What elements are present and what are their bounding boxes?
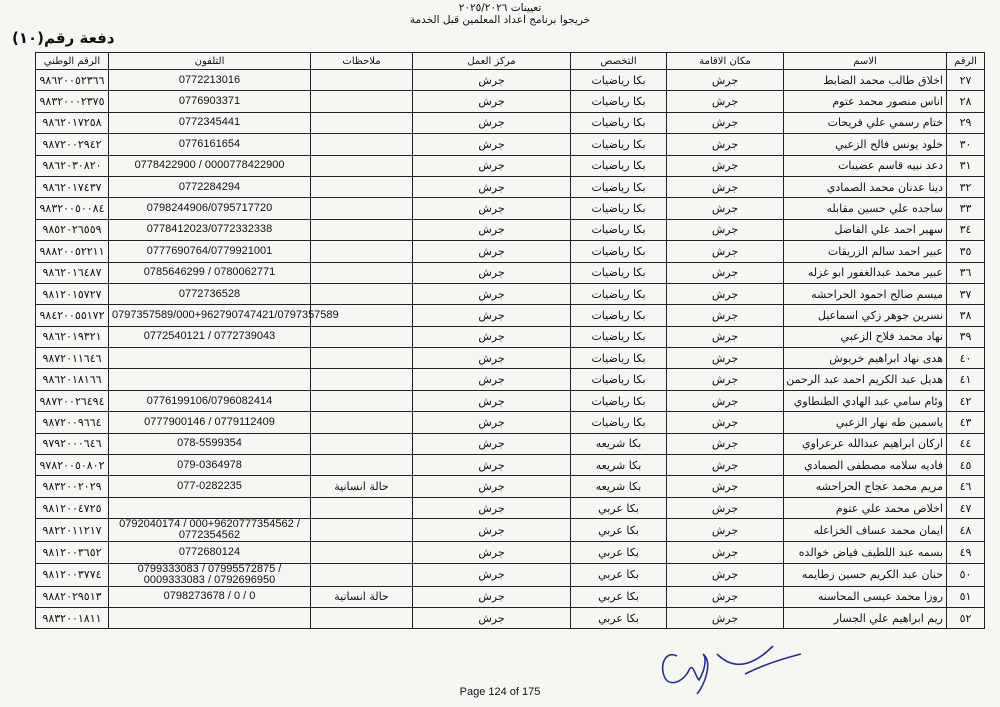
cell-specialty: بكا عربي: [571, 607, 667, 628]
cell-workplace: جرش: [413, 305, 571, 326]
cell-national-id: ٩٧٩٢٠٠٠٦٤٦: [36, 433, 109, 454]
cell-notes: [311, 262, 413, 283]
cell-workplace: جرش: [413, 176, 571, 197]
cell-workplace: جرش: [413, 586, 571, 607]
cell-workplace: جرش: [413, 390, 571, 411]
cell-notes: [311, 412, 413, 433]
cell-national-id: ٩٨١٢٠٠٣٦٥٢: [36, 542, 109, 563]
cell-workplace: جرش: [413, 70, 571, 91]
cell-num: ٣٦: [947, 262, 985, 283]
cell-specialty: بكا رياضيات: [571, 262, 667, 283]
cell-residence: جرش: [667, 241, 784, 262]
cell-notes: [311, 219, 413, 240]
table-row: [36, 305, 985, 326]
cell-name: هدى نهاد ابراهيم خريوش: [784, 348, 947, 369]
cell-residence: جرش: [667, 283, 784, 304]
cell-workplace: جرش: [413, 519, 571, 542]
cell-residence: جرش: [667, 70, 784, 91]
cell-workplace: جرش: [413, 241, 571, 262]
cell-name: بسمه عبد اللطيف فياض خوالده: [784, 542, 947, 563]
cell-residence: جرش: [667, 198, 784, 219]
cell-residence: جرش: [667, 542, 784, 563]
cell-notes: [311, 283, 413, 304]
cell-specialty: بكا رياضيات: [571, 241, 667, 262]
cell-phone: 0772680124: [109, 542, 311, 563]
cell-num: ٣٨: [947, 305, 985, 326]
cell-national-id: ٩٨٦٢٠١٨١٦٦: [36, 369, 109, 390]
cell-residence: جرش: [667, 91, 784, 112]
cell-phone: 0772213016: [109, 70, 311, 91]
cell-phone: 0776161654: [109, 134, 311, 155]
cell-workplace: جرش: [413, 262, 571, 283]
cell-name: عبير محمد عبدالغفور ابو غزله: [784, 262, 947, 283]
col-header-num: الرقم: [947, 53, 985, 70]
table-header-row: [36, 53, 985, 70]
cell-workplace: جرش: [413, 134, 571, 155]
col-header-notes: ملاحظات: [311, 53, 413, 70]
cell-notes: [311, 607, 413, 628]
cell-residence: جرش: [667, 412, 784, 433]
cell-name: اركان ابراهيم عبدالله عرعراوي: [784, 433, 947, 454]
cell-workplace: جرش: [413, 283, 571, 304]
table-row: [36, 563, 985, 586]
cell-num: ٢٩: [947, 112, 985, 133]
col-header-workplace: مركز العمل: [413, 53, 571, 70]
cell-national-id: ٩٨٧٢٠١١٦٤٦: [36, 348, 109, 369]
cell-workplace: جرش: [413, 155, 571, 176]
cell-national-id: ٩٨١٢٠٠٣٧٧٤: [36, 563, 109, 586]
cell-phone: 0777690764/0779921001: [109, 241, 311, 262]
cell-national-id: ٩٨٦٢٠١٧٤٣٧: [36, 176, 109, 197]
cell-num: ٢٨: [947, 91, 985, 112]
cell-num: ٤٢: [947, 390, 985, 411]
cell-num: ٤٩: [947, 542, 985, 563]
cell-residence: جرش: [667, 155, 784, 176]
cell-specialty: بكا رياضيات: [571, 70, 667, 91]
table-row: [36, 70, 985, 91]
cell-num: ٣٠: [947, 134, 985, 155]
cell-name: ميسم صالح احمود الحراحشه: [784, 283, 947, 304]
cell-national-id: ٩٨٢٢٠١١٢١٧: [36, 519, 109, 542]
cell-num: ٣١: [947, 155, 985, 176]
cell-notes: [311, 241, 413, 262]
table-row: [36, 241, 985, 262]
table-row: [36, 326, 985, 347]
cell-notes: [311, 369, 413, 390]
cell-national-id: ٩٨٣٢٠٠٥٠٠٨٤: [36, 198, 109, 219]
table-row: [36, 433, 985, 454]
cell-national-id: ٩٨٤٢٠٠٥٥١٧٢: [36, 305, 109, 326]
cell-workplace: جرش: [413, 607, 571, 628]
cell-residence: جرش: [667, 262, 784, 283]
cell-name: دعد نبيه قاسم عضيبات: [784, 155, 947, 176]
cell-name: دينا عدنان محمد الصمادي: [784, 176, 947, 197]
cell-residence: جرش: [667, 455, 784, 476]
cell-specialty: بكا عربي: [571, 519, 667, 542]
cell-residence: جرش: [667, 305, 784, 326]
cell-phone: [109, 607, 311, 628]
cell-name: فاديه سلامه مصطفى الصمادي: [784, 455, 947, 476]
cell-residence: جرش: [667, 476, 784, 497]
cell-num: ٤١: [947, 369, 985, 390]
col-header-national-id: الرقم الوطني: [36, 53, 109, 70]
cell-workplace: جرش: [413, 433, 571, 454]
cell-notes: [311, 519, 413, 542]
cell-num: ٤٧: [947, 497, 985, 518]
table-row: [36, 134, 985, 155]
table-row: [36, 283, 985, 304]
cell-name: نهاد محمد فلاح الزعبي: [784, 326, 947, 347]
cell-national-id: ٩٨٦٢٠٠٥٢٣٦٦: [36, 70, 109, 91]
cell-national-id: ٩٨٣٢٠٠٠٢٣٧٥: [36, 91, 109, 112]
cell-phone: 0799333083 / 07995572875 / 0009333083 / 0792696950: [109, 563, 311, 586]
cell-phone: 0772736528: [109, 283, 311, 304]
cell-specialty: بكا شريعه: [571, 455, 667, 476]
cell-residence: جرش: [667, 433, 784, 454]
cell-name: حنان عبد الكريم حسين زطايمه: [784, 563, 947, 586]
cell-name: اخلاص محمد علي عتوم: [784, 497, 947, 518]
cell-national-id: ٩٨٦٢٠١٧٢٥٨: [36, 112, 109, 133]
cell-national-id: ٩٨١٢٠٠٤٧٢٥: [36, 497, 109, 518]
cell-phone: 0792040174 / 000+9620777354562 / 0772354562: [109, 519, 311, 542]
cell-num: ٣٢: [947, 176, 985, 197]
cell-num: ٤٠: [947, 348, 985, 369]
cell-phone: [109, 497, 311, 518]
cell-notes: [311, 112, 413, 133]
cell-national-id: ٩٨٣٢٠٠٢٠٢٩: [36, 476, 109, 497]
cell-residence: جرش: [667, 112, 784, 133]
cell-phone: 0776903371: [109, 91, 311, 112]
table-row: [36, 390, 985, 411]
table-row: [36, 455, 985, 476]
cell-specialty: بكا رياضيات: [571, 369, 667, 390]
cell-notes: [311, 455, 413, 476]
table-row: [36, 542, 985, 563]
cell-notes: [311, 497, 413, 518]
cell-name: اناس منصور محمد عتوم: [784, 91, 947, 112]
cell-specialty: بكا شريعه: [571, 433, 667, 454]
cell-workplace: جرش: [413, 455, 571, 476]
cell-phone: 0798273678 / 0 / 0: [109, 586, 311, 607]
cell-notes: حالة انسانية: [311, 476, 413, 497]
table-row: [36, 369, 985, 390]
cell-specialty: بكا رياضيات: [571, 155, 667, 176]
cell-name: ياسمين طه نهار الزعبي: [784, 412, 947, 433]
cell-national-id: ٩٨٥٢٠٢٦٥٥٩: [36, 219, 109, 240]
cell-name: ختام رسمي علي فريحات: [784, 112, 947, 133]
cell-workplace: جرش: [413, 348, 571, 369]
cell-specialty: بكا رياضيات: [571, 348, 667, 369]
cell-phone: 079-0364978: [109, 455, 311, 476]
table-row: [36, 198, 985, 219]
cell-notes: [311, 433, 413, 454]
cell-residence: جرش: [667, 519, 784, 542]
cell-phone: 078-5599354: [109, 433, 311, 454]
table-row: [36, 91, 985, 112]
cell-national-id: ٩٧٨٢٠٠٥٠٨٠٢: [36, 455, 109, 476]
cell-name: ايمان محمد عساف الخزاعله: [784, 519, 947, 542]
cell-phone: 0772540121 / 0772739043: [109, 326, 311, 347]
cell-name: خلود يونس فالح الزعبي: [784, 134, 947, 155]
cell-num: ٣٣: [947, 198, 985, 219]
table-row: [36, 586, 985, 607]
table-row: [36, 219, 985, 240]
cell-specialty: بكا رياضيات: [571, 283, 667, 304]
cell-residence: جرش: [667, 563, 784, 586]
table-row: [36, 155, 985, 176]
cell-notes: [311, 563, 413, 586]
table-row: [36, 607, 985, 628]
cell-specialty: بكا رياضيات: [571, 198, 667, 219]
table-row: [36, 412, 985, 433]
cell-specialty: بكا رياضيات: [571, 326, 667, 347]
cell-num: ٥١: [947, 586, 985, 607]
table-body: [36, 70, 985, 629]
cell-specialty: بكا رياضيات: [571, 134, 667, 155]
cell-national-id: ٩٨٨٢٠٢٩٥١٣: [36, 586, 109, 607]
cell-notes: حالة انسانية: [311, 586, 413, 607]
col-header-name: الاسم: [784, 53, 947, 70]
cell-notes: [311, 326, 413, 347]
cell-notes: [311, 176, 413, 197]
cell-num: ٤٨: [947, 519, 985, 542]
cell-specialty: بكا عربي: [571, 563, 667, 586]
table-row: [36, 262, 985, 283]
cell-specialty: بكا رياضيات: [571, 219, 667, 240]
cell-residence: جرش: [667, 176, 784, 197]
cell-name: روزا محمد عيسى المحاسنه: [784, 586, 947, 607]
cell-name: ساجده علي حسين مقابله: [784, 198, 947, 219]
document-subtitle: خريجوا برنامج اعداد المعلمين قبل الخدمة: [409, 14, 591, 26]
cell-num: ٥٢: [947, 607, 985, 628]
cell-phone: 077-0282235: [109, 476, 311, 497]
cell-notes: [311, 198, 413, 219]
cell-workplace: جرش: [413, 412, 571, 433]
cell-num: ٣٩: [947, 326, 985, 347]
cell-workplace: جرش: [413, 476, 571, 497]
cell-residence: جرش: [667, 586, 784, 607]
cell-workplace: جرش: [413, 219, 571, 240]
table-row: [36, 497, 985, 518]
cell-notes: [311, 134, 413, 155]
cell-national-id: ٩٨٧٢٠٠٢٩٤٢: [36, 134, 109, 155]
table-row: [36, 176, 985, 197]
cell-notes: [311, 70, 413, 91]
cell-specialty: بكا رياضيات: [571, 176, 667, 197]
cell-specialty: بكا رياضيات: [571, 412, 667, 433]
batch-label: دفعة رقم(١٠): [12, 29, 115, 47]
col-header-specialty: التخصص: [571, 53, 667, 70]
cell-phone: 0777900146 / 0779112409: [109, 412, 311, 433]
cell-residence: جرش: [667, 326, 784, 347]
cell-residence: جرش: [667, 219, 784, 240]
cell-name: سهير احمد علي الفاضل: [784, 219, 947, 240]
cell-residence: جرش: [667, 134, 784, 155]
document-title: تعيينات ٢٠٢٥/٢٠٢٦: [458, 2, 542, 14]
cell-phone: 0798244906/0795717720: [109, 198, 311, 219]
cell-name: ريم ابراهيم علي الجسار: [784, 607, 947, 628]
cell-name: اخلاق طالب محمد الضابط: [784, 70, 947, 91]
cell-residence: جرش: [667, 390, 784, 411]
cell-specialty: بكا رياضيات: [571, 91, 667, 112]
cell-name: مريم محمد عجاج الحراحشه: [784, 476, 947, 497]
cell-num: ٤٤: [947, 433, 985, 454]
cell-national-id: ٩٨١٢٠١٥٧٢٧: [36, 283, 109, 304]
cell-national-id: ٩٨٦٢٠١٦٤٨٧: [36, 262, 109, 283]
table-row: [36, 476, 985, 497]
cell-specialty: بكا رياضيات: [571, 390, 667, 411]
table-row: [36, 112, 985, 133]
cell-specialty: بكا رياضيات: [571, 305, 667, 326]
cell-num: ٣٤: [947, 219, 985, 240]
cell-name: هديل عبد الكريم احمد عبد الرحمن: [784, 369, 947, 390]
cell-specialty: بكا رياضيات: [571, 112, 667, 133]
cell-phone: [109, 348, 311, 369]
cell-workplace: جرش: [413, 91, 571, 112]
table-row: [36, 519, 985, 542]
cell-phone: 0772345441: [109, 112, 311, 133]
cell-name: وئام سامي عبد الهادي الطنطاوي: [784, 390, 947, 411]
cell-specialty: بكا عربي: [571, 586, 667, 607]
cell-name: عبير احمد سالم الزريقات: [784, 241, 947, 262]
cell-notes: [311, 390, 413, 411]
cell-notes: [311, 542, 413, 563]
cell-phone: 0772284294: [109, 176, 311, 197]
cell-num: ٤٣: [947, 412, 985, 433]
cell-phone: 0797357589/000+962790747421/0797357589: [109, 305, 311, 326]
cell-specialty: بكا عربي: [571, 542, 667, 563]
cell-specialty: بكا عربي: [571, 497, 667, 518]
cell-phone: [109, 369, 311, 390]
cell-workplace: جرش: [413, 497, 571, 518]
table-row: [36, 348, 985, 369]
cell-residence: جرش: [667, 369, 784, 390]
cell-num: ٣٧: [947, 283, 985, 304]
page-number: Page 124 of 175: [459, 686, 541, 698]
cell-workplace: جرش: [413, 112, 571, 133]
cell-national-id: ٩٨٦٢٠١٩٣٢١: [36, 326, 109, 347]
col-header-phone: التلفون: [109, 53, 311, 70]
cell-national-id: ٩٨٦٢٠٣٠٨٢٠: [36, 155, 109, 176]
cell-notes: [311, 155, 413, 176]
cell-num: ٢٧: [947, 70, 985, 91]
cell-num: ٥٠: [947, 563, 985, 586]
cell-phone: 0776199106/0796082414: [109, 390, 311, 411]
cell-specialty: بكا شريعه: [571, 476, 667, 497]
cell-num: ٤٦: [947, 476, 985, 497]
col-header-residence: مكان الاقامة: [667, 53, 784, 70]
cell-national-id: ٩٨٨٢٠٠٥٢٢١١: [36, 241, 109, 262]
cell-num: ٣٥: [947, 241, 985, 262]
cell-notes: [311, 348, 413, 369]
cell-workplace: جرش: [413, 198, 571, 219]
cell-num: ٤٥: [947, 455, 985, 476]
cell-national-id: ٩٨٧٢٠٠٩٦٦٤: [36, 412, 109, 433]
cell-workplace: جرش: [413, 542, 571, 563]
cell-phone: 0778422900 / 0000778422900: [109, 155, 311, 176]
cell-workplace: جرش: [413, 369, 571, 390]
cell-workplace: جرش: [413, 326, 571, 347]
cell-national-id: ٩٨٧٢٠٠٢٦٤٩٤: [36, 390, 109, 411]
cell-name: نسرين جوهر زكي اسماعيل: [784, 305, 947, 326]
cell-national-id: ٩٨٣٢٠٠١٨١١: [36, 607, 109, 628]
cell-residence: جرش: [667, 607, 784, 628]
cell-notes: [311, 91, 413, 112]
cell-phone: 0778412023/0772332338: [109, 219, 311, 240]
cell-residence: جرش: [667, 348, 784, 369]
cell-residence: جرش: [667, 497, 784, 518]
cell-phone: 0785646299 / 0780062771: [109, 262, 311, 283]
cell-workplace: جرش: [413, 563, 571, 586]
appointments-table: [35, 52, 985, 629]
